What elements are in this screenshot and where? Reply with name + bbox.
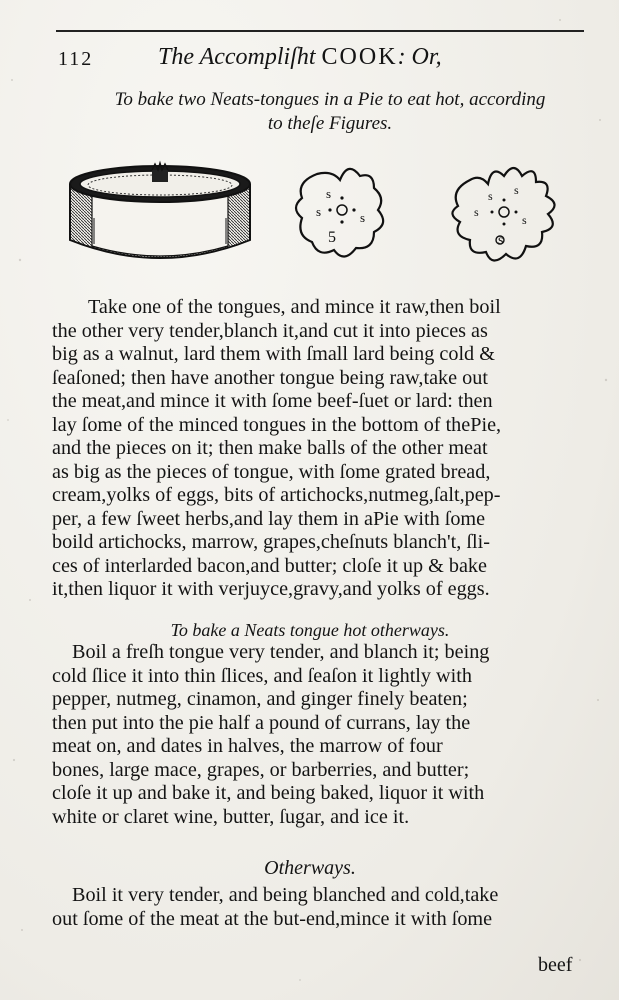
paragraph-3 bbox=[52, 884, 592, 931]
text-line: bones, large mace, grapes, or barberries, and butter; bbox=[52, 758, 470, 781]
text-line: ces of interlarded bacon,and butter; cloſe it up & bake bbox=[52, 554, 487, 577]
text-line: as big as the pieces of tongue, with ſome grated bread, bbox=[52, 460, 491, 483]
svg-text:s: s bbox=[522, 213, 527, 227]
subheading-otherways-2: Otherways. bbox=[264, 857, 356, 879]
recipe-title-line-1: To bake two Neats-tongues in a Pie to eat hot, according bbox=[114, 89, 546, 110]
recipe-title-line-2: to theſe Figures. bbox=[267, 113, 393, 134]
text-line: it,then liquor it with verjuyce,gravy,and yolks of eggs. bbox=[52, 578, 490, 600]
text-line: Boil a freſh tongue very tender, and blanch it; being bbox=[72, 641, 490, 663]
svg-text:s: s bbox=[326, 186, 332, 201]
running-head bbox=[158, 44, 442, 71]
svg-text:s: s bbox=[498, 233, 504, 248]
text-line: meat on, and dates in halves, the marrow of four bbox=[52, 735, 443, 757]
text-line: the other very tender,blanch it,and cut it into pieces as bbox=[52, 319, 488, 342]
running-head-tail: : Or, bbox=[397, 44, 442, 70]
text-line: the meat,and mince it with ſome beef-ſuet or lard: then bbox=[52, 390, 493, 412]
text-line: Boil it very tender, and being blanched and cold,take bbox=[72, 884, 499, 906]
catchword: beef bbox=[538, 954, 573, 976]
text-line: cloſe it up and bake it, and being baked, liquor it with bbox=[52, 782, 485, 804]
text-line: ſeaſoned; then have another tongue being raw,take out bbox=[52, 366, 488, 389]
text-line: out ſome of the meat at the but-end,mince it with ſome bbox=[52, 907, 493, 930]
text-line: Take one of the tongues, and mince it raw,then boil bbox=[88, 296, 501, 318]
header-rule bbox=[56, 30, 584, 32]
running-head-caps: COOK bbox=[321, 44, 398, 70]
svg-text:s: s bbox=[474, 205, 479, 219]
text-line: cold ſlice it into thin ſlices, and ſeaſon it lightly with bbox=[52, 664, 472, 687]
text-line: pepper, nutmeg, cinamon, and ginger finely beaten; bbox=[52, 688, 468, 710]
svg-text:s: s bbox=[316, 204, 322, 219]
svg-text:5: 5 bbox=[328, 229, 336, 246]
figures-row bbox=[60, 150, 600, 280]
pie-pattern-2-figure bbox=[440, 150, 570, 274]
page-header bbox=[58, 44, 584, 74]
text-line: big as a walnut, lard them with ſmall lard being cold & bbox=[52, 343, 495, 365]
running-head-italic: The Accompliſht bbox=[158, 44, 316, 70]
text-line: then put into the pie half a pound of currans, lay the bbox=[52, 711, 471, 734]
text-line: and the pieces on it; then make balls of the other meat bbox=[52, 437, 488, 459]
round-pie-dish-figure bbox=[60, 154, 260, 272]
paragraph-1 bbox=[52, 296, 592, 602]
page-number: 112 bbox=[58, 48, 94, 70]
text-line: white or claret wine, butter, ſugar, and ice it. bbox=[52, 805, 410, 828]
subheading-otherways-1: To bake a Neats tongue hot otherways. bbox=[170, 620, 450, 640]
text-line: boild artichocks, marrow, grapes,cheſnuts blanch't, ſli- bbox=[52, 531, 490, 553]
text-line: per, a few ſweet herbs,and lay them in aPie with ſome bbox=[52, 507, 486, 530]
text-line: cream,yolks of eggs, bits of artichocks,nutmeg,ſalt,pep- bbox=[52, 484, 501, 506]
svg-text:s: s bbox=[488, 189, 493, 203]
text-line: lay ſome of the minced tongues in the bottom of thePie, bbox=[52, 413, 502, 436]
svg-text:s: s bbox=[514, 183, 519, 197]
pie-pattern-1-figure bbox=[282, 152, 402, 272]
paragraph-2 bbox=[52, 641, 592, 829]
recipe-title bbox=[70, 88, 590, 136]
svg-text:s: s bbox=[360, 210, 366, 225]
